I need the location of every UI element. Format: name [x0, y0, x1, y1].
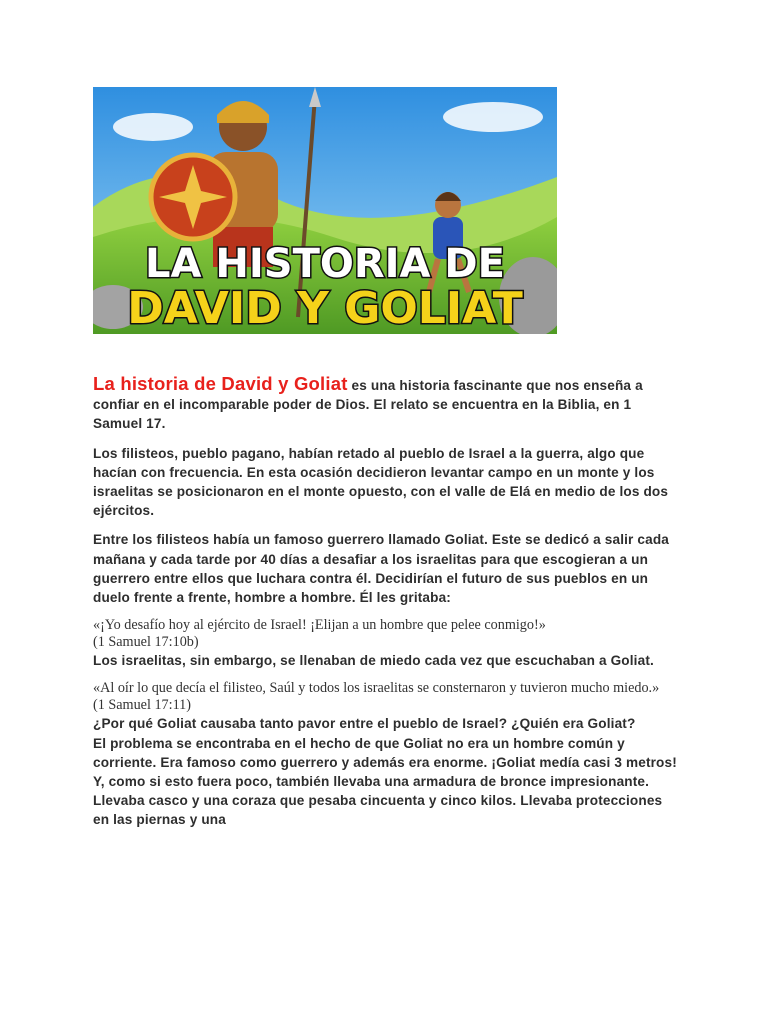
- intro-text: es una historia fascinante que nos enseña a confiar en el incomparable poder de Dios. El relato se encuentra en la Biblia, en 1 Samuel 17.: [93, 378, 643, 432]
- david-goliath-illustration: [93, 87, 557, 334]
- paragraph-goliat-desafio: Entre los filisteos había un famoso guerrero llamado Goliat. Este se dedicó a salir cada mañana y cada tarde por 40 días a desafiar a los israelitas para que escogieran a un guerrero entre ellos que luchara contra él. Decidirían el futuro de sus pueblos en un duelo frente a frente, hombre a hombre. Él les gritaba:: [93, 532, 669, 606]
- quote-saul: «Al oír lo que decía el filisteo, Saúl y todos los israelitas se consternaron y tuvieron mucho miedo.»: [93, 680, 660, 697]
- intro-title: La historia de David y Goliat: [93, 373, 348, 394]
- paragraph-filisteos: Los filisteos, pueblo pagano, habían retado al pueblo de Israel a la guerra, algo que hacían con frecuencia. En esta ocasión decidieron levantar campo en un monte y los israelitas se posicionaron en el monte opuesto, con el valle de Elá en medio de los dos ejércitos.: [93, 445, 669, 519]
- hero-illustration: [93, 87, 557, 334]
- paragraph-pregunta: ¿Por qué Goliat causaba tanto pavor entre el pueblo de Israel? ¿Quién era Goliat?: [93, 716, 636, 732]
- hero-title-line1: LA HISTORIA DE: [145, 241, 505, 287]
- paragraph-problema: El problema se encontraba en el hecho de que Goliat no era un hombre común y corriente. Era famoso como guerrero y además era enorme. ¡Goliat medía casi 3 metros! Y, como si esto fuera poco, también llevaba una armadura de bronce impresionante. Llevaba casco y una coraza que pesaba cincuenta y cinco kilos. Llevaba protecciones en las piernas y una: [93, 735, 677, 828]
- paragraph-miedo: Los israelitas, sin embargo, se llenaban de miedo cada vez que escuchaban a Goliat.: [93, 653, 654, 669]
- hero-title-line2: DAVID Y GOLIAT: [127, 283, 523, 334]
- document-page: [93, 87, 678, 830]
- citation-1-samuel-17-11: (1 Samuel 17:11): [93, 697, 191, 714]
- article-body: [93, 374, 678, 830]
- quote-desafio: «¡Yo desafío hoy al ejército de Israel! ¡Elijan a un hombre que pelee conmigo!»: [93, 617, 546, 634]
- citation-1-samuel-17-10b: (1 Samuel 17:10b): [93, 634, 199, 651]
- intro-paragraph: [93, 374, 678, 434]
